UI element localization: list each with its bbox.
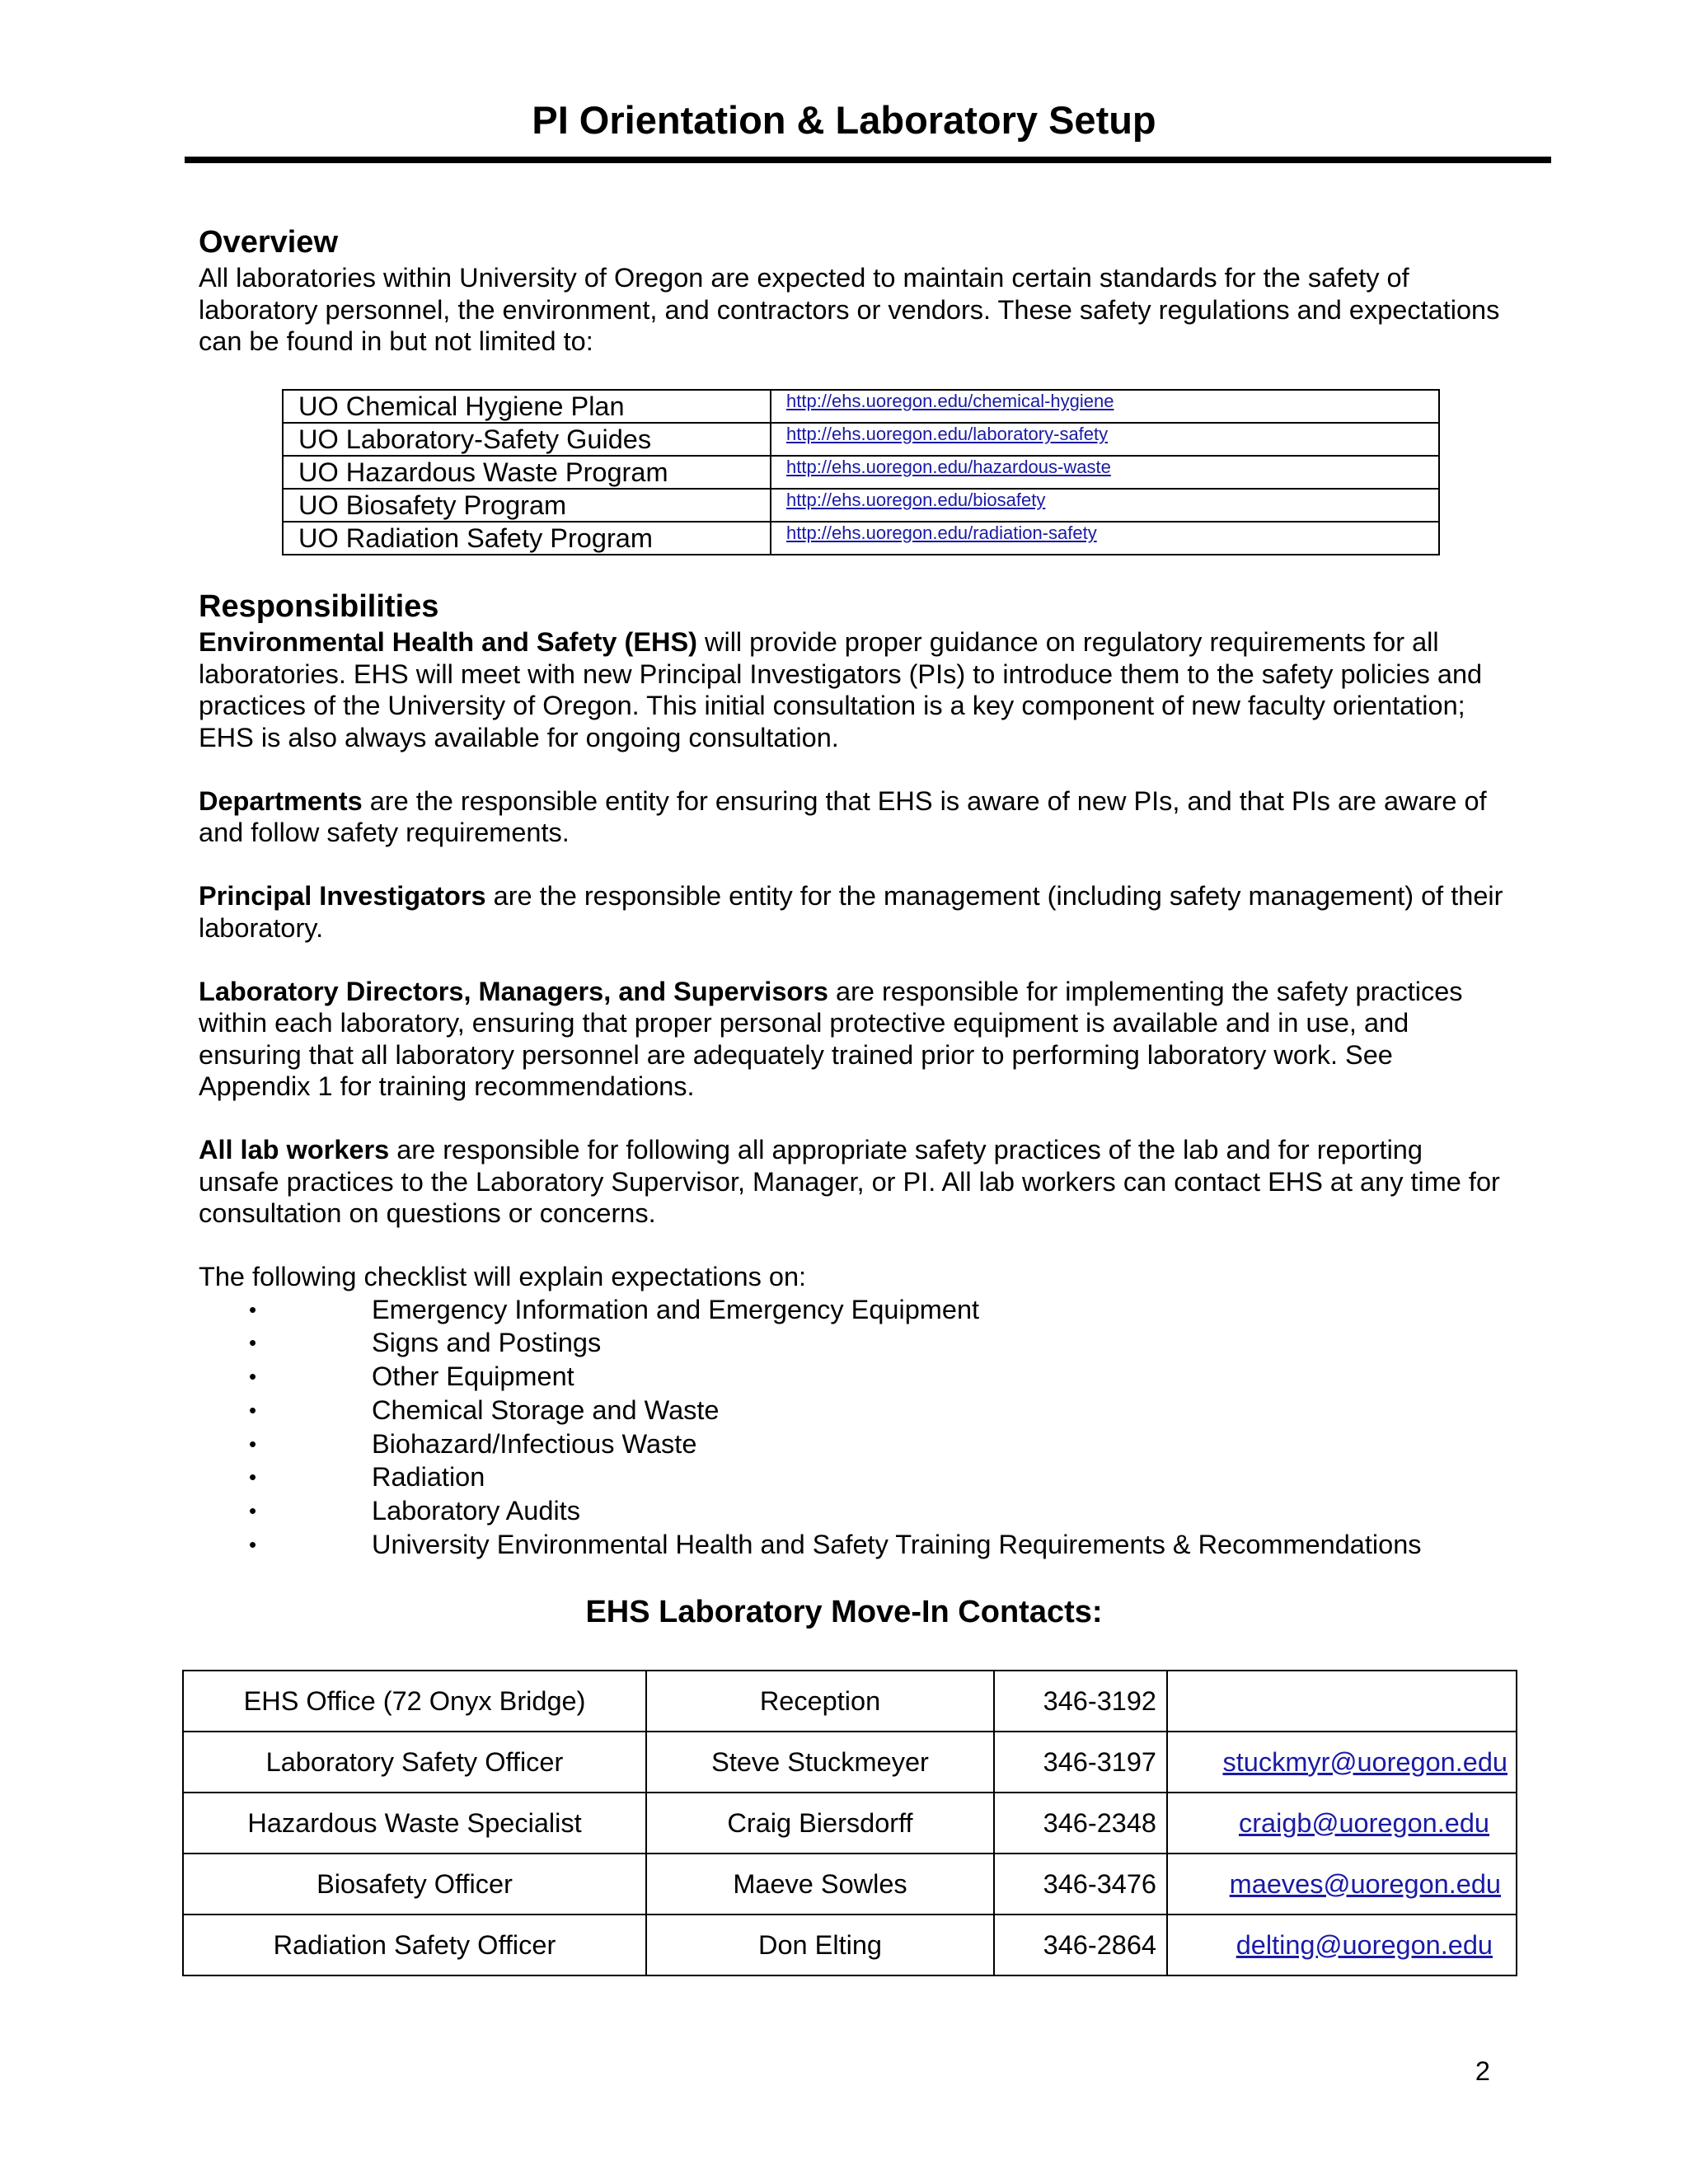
bullet-icon: • — [249, 1330, 257, 1356]
resource-name: UO Hazardous Waste Program — [283, 456, 771, 489]
responsibility-text: will provide proper guidance on regulatory requirements for all laboratories. EHS will meet with new Principal Investigators (PIs) to introduce them to the safety policies and practices of the University of Oregon. This initial consultation is a key component of new faculty orientation; EHS is also always available for ongoing consultation. — [199, 627, 1483, 752]
bullet-icon: • — [249, 1465, 257, 1490]
list-item-text: Radiation — [372, 1462, 485, 1493]
list-item — [199, 1528, 1509, 1562]
bullet-icon: • — [249, 1532, 257, 1558]
list-item-text: Emergency Information and Emergency Equipment — [372, 1294, 980, 1324]
responsibility-lead: All lab workers — [199, 1135, 390, 1165]
bullet-icon: • — [249, 1397, 257, 1422]
contact-email[interactable]: delting@uoregon.edu — [1167, 1915, 1517, 1975]
page-number: 2 — [1475, 2056, 1490, 2086]
title-divider — [185, 157, 1551, 163]
responsibility-ehs — [199, 626, 1509, 753]
responsibility-departments — [199, 785, 1509, 849]
contact-name: Don Elting — [646, 1915, 994, 1975]
contact-role: Hazardous Waste Specialist — [183, 1793, 646, 1854]
table-row — [283, 522, 1439, 555]
responsibility-lead: Environmental Health and Safety (EHS) — [199, 627, 697, 657]
resource-name: UO Radiation Safety Program — [283, 522, 771, 555]
contact-role: Radiation Safety Officer — [183, 1915, 646, 1975]
responsibility-lead: Departments — [199, 785, 363, 816]
bullet-icon: • — [249, 1431, 257, 1456]
resource-name: UO Biosafety Program — [283, 489, 771, 522]
responsibility-text: are the responsible entity for the management (including safety management) of their laboratory. — [199, 881, 1503, 943]
checklist-intro: The following checklist will explain expectations on: — [199, 1262, 807, 1291]
table-row — [283, 390, 1439, 423]
list-item — [199, 1360, 1509, 1394]
contact-phone: 346-2864 — [994, 1915, 1167, 1975]
list-item — [199, 1326, 1509, 1360]
page-title: PI Orientation & Laboratory Setup — [532, 98, 1156, 142]
responsibility-lead: Laboratory Directors, Managers, and Supervisors — [199, 976, 828, 1006]
resource-name: UO Laboratory-Safety Guides — [283, 423, 771, 456]
responsibility-pis — [199, 880, 1509, 944]
table-row — [283, 456, 1439, 489]
resource-link[interactable]: http://ehs.uoregon.edu/hazardous-waste — [771, 456, 1439, 489]
contact-phone: 346-2348 — [994, 1793, 1167, 1854]
contact-phone: 346-3192 — [994, 1671, 1167, 1732]
table-row — [183, 1915, 1517, 1975]
table-row — [183, 1854, 1517, 1915]
contact-name: Maeve Sowles — [646, 1854, 994, 1915]
responsibility-supervisors — [199, 976, 1509, 1103]
contact-phone: 346-3197 — [994, 1732, 1167, 1793]
resources-table — [282, 389, 1440, 555]
resource-link[interactable]: http://ehs.uoregon.edu/laboratory-safety — [771, 423, 1439, 456]
contact-name: Reception — [646, 1671, 994, 1732]
list-item-text: Laboratory Audits — [372, 1496, 580, 1526]
responsibility-lab-workers — [199, 1134, 1509, 1230]
contact-role: Laboratory Safety Officer — [183, 1732, 646, 1793]
checklist — [199, 1293, 1509, 1562]
table-row — [283, 423, 1439, 456]
contact-email — [1167, 1671, 1517, 1732]
contact-phone: 346-3476 — [994, 1854, 1167, 1915]
resource-name: UO Chemical Hygiene Plan — [283, 390, 771, 423]
resource-link[interactable]: http://ehs.uoregon.edu/chemical-hygiene — [771, 390, 1439, 423]
bullet-icon: • — [249, 1364, 257, 1390]
responsibilities-heading: Responsibilities — [199, 589, 439, 624]
list-item — [199, 1460, 1509, 1494]
overview-section — [199, 223, 1509, 358]
contact-name: Craig Biersdorff — [646, 1793, 994, 1854]
resource-link[interactable]: http://ehs.uoregon.edu/biosafety — [771, 489, 1439, 522]
list-item-text: Chemical Storage and Waste — [372, 1394, 720, 1425]
contact-email[interactable]: stuckmyr@uoregon.edu — [1167, 1732, 1517, 1793]
contact-email[interactable]: craigb@uoregon.edu — [1167, 1793, 1517, 1854]
table-row — [183, 1793, 1517, 1854]
bullet-icon: • — [249, 1498, 257, 1524]
list-item — [199, 1293, 1509, 1327]
resource-link[interactable]: http://ehs.uoregon.edu/radiation-safety — [771, 522, 1439, 555]
contacts-heading: EHS Laboratory Move-In Contacts: — [585, 1595, 1103, 1629]
list-item — [199, 1394, 1509, 1427]
contact-name: Steve Stuckmeyer — [646, 1732, 994, 1793]
overview-text: All laboratories within University of Oregon are expected to maintain certain standards for the safety of laboratory personnel, the environment, and contractors or vendors. These safety regulations and expectations can be found in but not limited to: — [199, 263, 1500, 356]
responsibility-text: are responsible for implementing the safety practices within each laboratory, ensuring that proper personal protective equipment is available and in use, and ensuring that all laboratory personnel are adequately trained prior to performing laboratory work. See Appendix 1 for training recommendations. — [199, 976, 1463, 1101]
contact-role: Biosafety Officer — [183, 1854, 646, 1915]
responsibility-text: are the responsible entity for ensuring that EHS is aware of new PIs, and that PIs are aware of and follow safety requirements. — [199, 785, 1487, 847]
contact-email[interactable]: maeves@uoregon.edu — [1167, 1854, 1517, 1915]
contact-role: EHS Office (72 Onyx Bridge) — [183, 1671, 646, 1732]
list-item-text: Biohazard/Infectious Waste — [372, 1428, 697, 1459]
table-row — [183, 1732, 1517, 1793]
contacts-table — [182, 1670, 1517, 1976]
list-item-text: Other Equipment — [372, 1361, 574, 1392]
responsibilities-section — [199, 587, 1509, 1562]
bullet-icon: • — [249, 1296, 257, 1322]
list-item-text: University Environmental Health and Safety Training Requirements & Recommendations — [372, 1530, 1422, 1560]
responsibility-lead: Principal Investigators — [199, 881, 486, 911]
table-row — [283, 489, 1439, 522]
list-item — [199, 1494, 1509, 1528]
responsibility-text: are responsible for following all appropriate safety practices of the lab and for reporting unsafe practices to the Laboratory Supervisor, Manager, or PI. All lab workers can contact EHS at any time for consultation on questions or concerns. — [199, 1135, 1500, 1228]
list-item — [199, 1427, 1509, 1461]
overview-heading: Overview — [199, 225, 338, 260]
table-row — [183, 1671, 1517, 1732]
list-item-text: Signs and Postings — [372, 1328, 602, 1358]
